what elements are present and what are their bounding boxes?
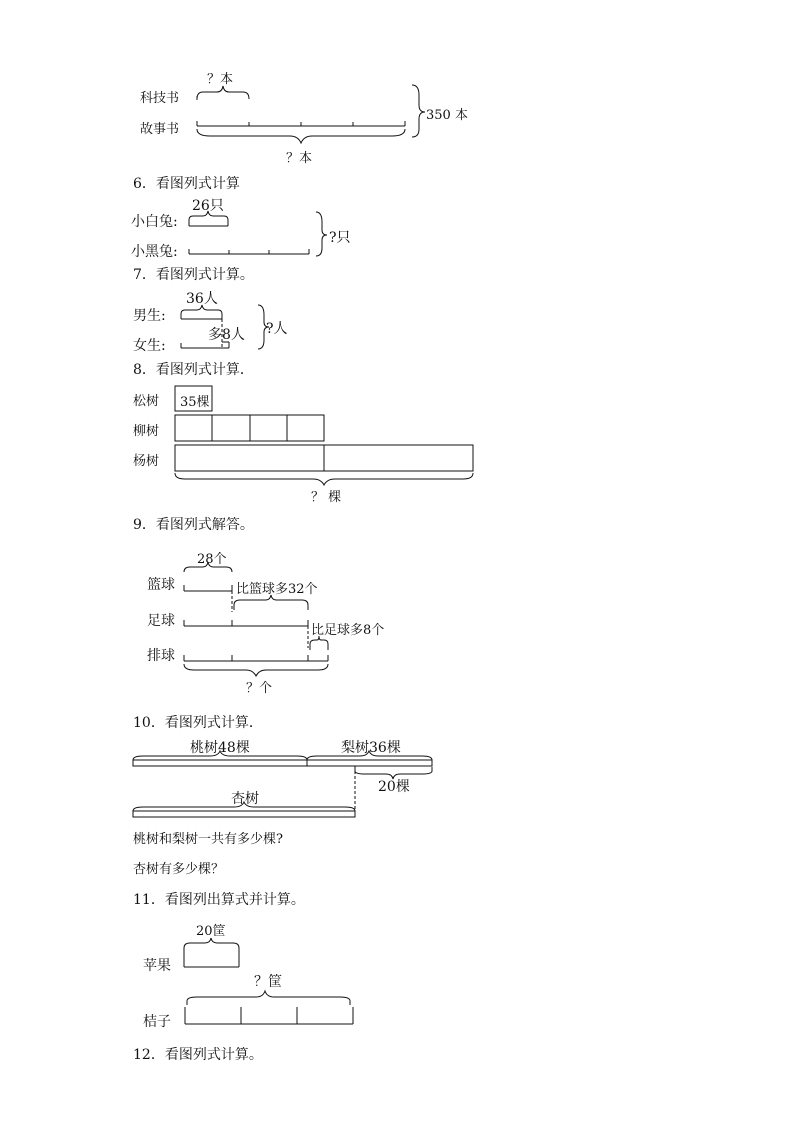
total-label-6: ?只 (329, 230, 351, 246)
label-orange: 桔子 (143, 1014, 171, 1030)
brace-32 (234, 595, 308, 610)
label-diff-20: 20棵 (378, 779, 410, 795)
more-label-8: 多8人 (208, 327, 245, 343)
brace-bottom-9 (184, 664, 328, 676)
bar-apricot (133, 811, 355, 817)
brace-label-top: ？本 (207, 72, 234, 87)
label-apple: 苹果 (143, 958, 171, 974)
brace-bottom (197, 129, 405, 143)
diagram-7-lines (0, 270, 794, 360)
label-poplar: 杨树 (133, 454, 160, 469)
brace-mid (187, 991, 350, 1005)
diagram-6-lines (0, 170, 794, 270)
heading-7: 7．看图列式计算。 (133, 267, 254, 283)
box-pine (175, 386, 212, 411)
diagram-5-lines (0, 0, 794, 170)
label-story-books: 故事书 (140, 122, 180, 137)
brace-28 (184, 562, 232, 572)
brace-label-bottom-9: ？个 (246, 681, 273, 696)
label-pine: 松树 (133, 394, 160, 409)
total-label-7: ?人 (266, 321, 288, 337)
brace-right-7 (258, 305, 269, 349)
label-football: 足球 (147, 613, 175, 629)
bar-peach (133, 760, 307, 766)
brace-label-mid: ？筐 (254, 974, 282, 990)
brace-20-top (184, 938, 239, 948)
brace-label-bottom: ？本 (286, 151, 313, 166)
diagram-9-lines (0, 540, 794, 700)
brace-label-28: 28个 (197, 552, 227, 567)
diagram-11-lines (0, 930, 794, 1030)
heading-9: 9．看图列式解答。 (133, 517, 254, 533)
brace-label-20: 20筐 (196, 924, 226, 939)
more-label-32: 比篮球多32个 (236, 582, 318, 597)
heading-12: 12．看图列式计算。 (133, 1047, 263, 1063)
brace-top (197, 86, 249, 99)
brace-8 (310, 636, 328, 650)
brace-label-36: 36人 (186, 291, 218, 307)
label-white-rabbit: 小白兔: (131, 214, 178, 230)
brace-label-26: 26只 (192, 198, 224, 214)
label-pear-36: 梨树36棵 (341, 740, 401, 756)
more-label-8-9: 比足球多8个 (311, 623, 385, 638)
diagram-10-lines (0, 740, 794, 830)
question-10-1: 桃树和梨树一共有多少棵? (133, 832, 283, 847)
label-boys: 男生: (133, 308, 166, 324)
label-volleyball: 排球 (147, 648, 175, 664)
brace-right (412, 85, 425, 137)
brace-bottom-8 (175, 473, 473, 485)
heading-10: 10．看图列式计算． (133, 715, 263, 731)
bar-pear (307, 760, 432, 766)
brace-20 (355, 767, 432, 779)
brace-26 (189, 211, 228, 226)
label-willow: 柳树 (133, 424, 160, 439)
heading-8: 8．看图列式计算． (133, 362, 254, 378)
box-label-35: 35棵 (180, 395, 210, 410)
diagram-8-lines (0, 380, 794, 490)
label-science-books: 科技书 (140, 91, 180, 106)
label-black-rabbit: 小黑兔: (131, 244, 178, 260)
label-apricot: 杏树 (231, 791, 259, 807)
label-peach-48: 桃树48棵 (190, 740, 250, 756)
question-10-2: 杏树有多少棵？ (133, 862, 225, 877)
heading-6: 6．看图列式计算 (133, 176, 240, 192)
total-label: 350 本 (426, 108, 468, 123)
label-basketball: 篮球 (147, 577, 175, 593)
brace-right-6 (316, 212, 327, 256)
label-girls: 女生: (133, 338, 166, 354)
brace-label-bottom-8: ？ 棵 (311, 490, 342, 505)
brace-36 (181, 305, 222, 319)
heading-11: 11．看图列出算式并计算。 (133, 892, 305, 908)
